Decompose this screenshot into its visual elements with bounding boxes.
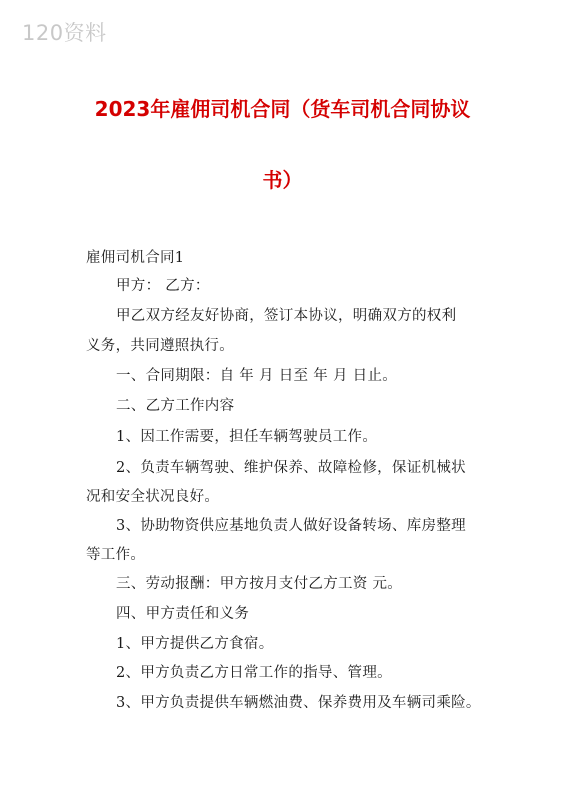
section-2-title: 二、乙方工作内容	[116, 398, 235, 414]
contract-heading: 雇佣司机合同1	[86, 250, 185, 266]
watermark-logo-text: 120资料	[22, 21, 107, 45]
section-2-item-1: 1、因工作需要，担任车辆驾驶员工作。	[116, 429, 378, 445]
section-4-title: 四、甲方责任和义务	[116, 606, 250, 622]
section-3-remuneration: 三、劳动报酬：甲方按月支付乙方工资 元。	[116, 576, 403, 592]
section-2-item-3-line-2: 等工作。	[86, 547, 146, 563]
section-2-item-2-line-2: 况和安全状况良好。	[86, 489, 220, 505]
contract-term-paragraph: 一、合同期限：自 年 月 日至 年 月 日止。	[116, 368, 398, 384]
document-title-line-2: 书）	[262, 168, 303, 192]
section-4-item-3: 3、甲方负责提供车辆燃油费、保养费用及车辆司乘险。	[116, 695, 481, 711]
section-4-item-2: 2、甲方负责乙方日常工作的指导、管理。	[116, 665, 392, 681]
intro-paragraph-line-1: 甲乙双方经友好协商，签订本协议，明确双方的权利	[116, 308, 457, 324]
document-title-line-1: 2023年雇佣司机合同（货车司机合同协议	[94, 97, 471, 121]
section-2-item-3-line-1: 3、协助物资供应基地负责人做好设备转场、库房整理	[116, 518, 466, 534]
intro-paragraph-line-2: 义务，共同遵照执行。	[86, 338, 234, 354]
section-4-item-1: 1、甲方提供乙方食宿。	[116, 636, 274, 652]
section-2-item-2-line-1: 2、负责车辆驾驶、维护保养、故障检修，保证机械状	[116, 460, 466, 476]
parties-line: 甲方： 乙方：	[116, 278, 210, 294]
